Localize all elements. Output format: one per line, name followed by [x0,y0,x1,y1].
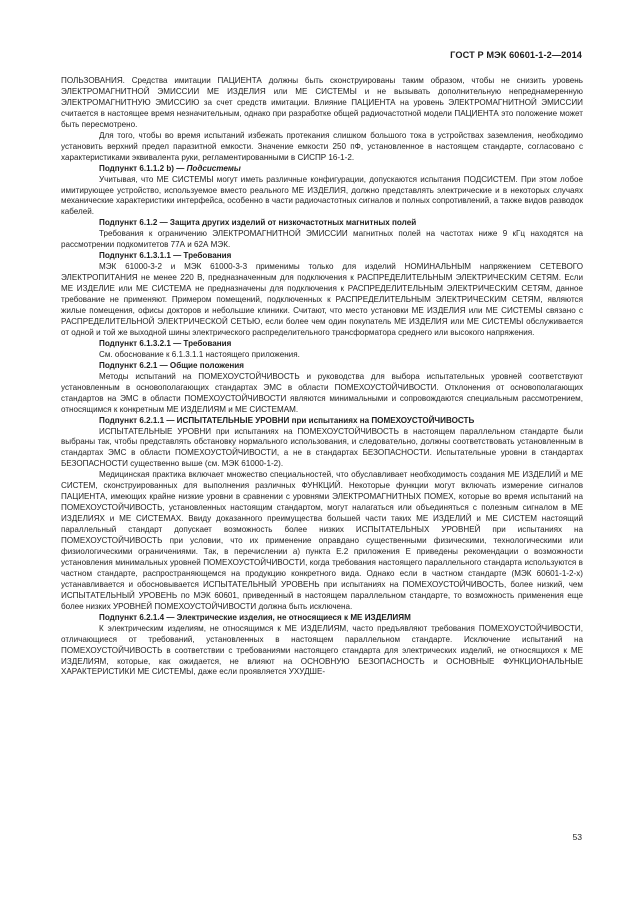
paragraph: ПОЛЬЗОВАНИЯ. Средства имитации ПАЦИЕНТА должны быть сконструированы таким образом, чтобы не снизить уровень ЭЛЕКТРОМАГНИТНОЙ ЭМИССИИ МЕ ИЗДЕЛИЯ или МЕ СИСТЕМЫ и не вызывать дополнительную непреднамеренную ЭЛЕКТРОМАГНИТНУЮ ЭМИССИЮ за счет средств имитации. Влияние ПАЦИЕНТА на уровень ЭЛЕКТРОМАГНИТНОЙ ЭМИССИИ считается в настоящее время незначительным, однако при разработке общей радиочастотной модели ПАЦИЕНТА это положение может быть пересмотрено. [61,76,583,129]
standard-code-header: ГОСТ Р МЭК 60601-1-2—2014 [450,50,582,60]
paragraph: Методы испытаний на ПОМЕХОУСТОЙЧИВОСТЬ и руководства для выбора испытательных уровней соответствуют установленным в основополагающих стандартах ЭМС в области ПОМЕХОУСТОЙЧИВОСТИ. Отклонения от основополагающих стандартов на ЭМС в области ПОМЕХОУСТОЙЧИВОСТИ являются минимальными и сопровождаются специальным рассмотрением, относящимся к конкретным МЕ ИЗДЕЛИЯМ и МЕ СИСТЕМАМ. [61,371,583,414]
paragraph: Для того, чтобы во время испытаний избежать протекания слишком большого тока в устройствах заземления, необходимо установить верхний предел паразитной емкости. Значение емкости 250 пФ, установленное в настоящем стандарте, согласовано с характеристиками эквивалента руки, регламентированными в СИСПР 16-1-2. [61,130,583,162]
subclause-heading: Подпункт 6.2.1.4 — Электрические изделия, не относящиеся к МЕ ИЗДЕЛИЯМ [99,612,411,622]
page-number: 53 [572,832,582,842]
paragraph: См. обоснование к 6.1.3.1.1 настоящего приложения. [99,349,300,359]
subclause-heading: Подпункт 6.1.3.1.1 — Требования [99,251,232,261]
paragraph: МЭК 61000-3-2 и МЭК 61000-3-3 применимы только для изделий НОМИНАЛЬНЫМ напряжением СЕТЕВОГО ЭЛЕКТРОПИТАНИЯ не менее 220 В, предназначенным для подключения к РАСПРЕДЕЛИТЕЛЬНЫМ ЭЛЕКТРИЧЕСКИМ СЕТЯМ. Если МЕ ИЗДЕЛИЕ или МЕ СИСТЕМА не предназначены для подключения к РАСПРЕДЕЛИТЕЛЬНЫМ ЭЛЕКТРИЧЕСКИМ СЕТЯМ, данное требование не применяют. Примером помещений, подключенных к РАСПРЕДЕЛИТЕЛЬНЫМ ЭЛЕКТРИЧЕСКИМ СЕТЯМ, являются жилые помещения, офисы докторов и небольшие клиники. Считают, что место установки МЕ ИЗДЕЛИЯ или МЕ СИСТЕМЫ связано с РАСПРЕДЕЛИТЕЛЬНОЙ ЭЛЕКТРИЧЕСКОЙ СЕТЬЮ, если более чем один покупатель МЕ ИЗДЕЛИЯ или МЕ СИСТЕМЫ обслуживается от одной и той же выходной шины электрического распределительного трансформатора среднего или высокого напряжения. [61,262,583,337]
paragraph: Учитывая, что МЕ СИСТЕМЫ могут иметь различные конфигурации, допускаются испытания ПОДСИСТЕМ. При этом лобое имитирующее устройство, используемое вместо реального МЕ ИЗДЕЛИЯ, должно представлять электрические и в некоторых случаях механические характеристики интерфейса, особенно в части радиочастотных сигналов и полных сопротивлений, а также видов разводок кабелей. [61,174,583,217]
subclause-heading: Подпункт 6.2.1 — Общие положения [99,360,244,370]
subclause-heading: Подпункт 6.1.2 — Защита других изделий от низкочастотных магнитных полей [99,218,417,228]
subclause-heading: Подпункт 6.1.3.2.1 — Требования [99,338,232,348]
subclause-heading: Подпункт 6.2.1.1 — ИСПЫТАТЕЛЬНЫЕ УРОВНИ при испытаниях на ПОМЕХОУСТОЙЧИВОСТЬ [99,415,475,425]
paragraph: К электрическим изделиям, не относящимся к МЕ ИЗДЕЛИЯМ, часто предъявляют требования ПОМЕХОУСТОЙЧИВОСТИ, отличающиеся от требований, установленных в настоящем параллельном стандарте. Исключение испытаний на ПОМЕХОУСТОЙЧИВОСТЬ в соответствии с требованиями настоящего стандарта для электрических изделий, не относящихся к МЕ ИЗДЕЛИЯМ, которые, как ожидается, не влияют на ОСНОВНУЮ БЕЗОПАСНОСТЬ и ОСНОВНЫЕ ФУНКЦИОНАЛЬНЫЕ ХАРАКТЕРИСТИКИ МЕ СИСТЕМЫ, даже если проявляется УХУДШЕ- [61,623,583,677]
paragraph: Медицинская практика включает множество специальностей, что обуславливает необходимость создания МЕ ИЗДЕЛИЙ и МЕ СИСТЕМ, сконструированных для выполнения различных ФУНКЦИЙ. Некоторые функции могут включать измерение сигналов ПАЦИЕНТА, имеющих крайне низкие уровни в сравнении с уровнями ЭЛЕКТРОМАГНИТНЫХ ПОМЕХ, которые во время испытаний на ПОМЕХОУСТОЙЧИВОСТЬ, установленных настоящим стандартом, могут налагаться или объединяться с полезным сигналом в МЕ ИЗДЕЛИЯХ и МЕ СИСТЕМАХ. Ввиду доказанного преимущества большей части таких МЕ ИЗДЕЛИЙ и МЕ СИСТЕМ настоящий параллельный стандарт допускает возможность более низких ИСПЫТАТЕЛЬНЫХ УРОВНЕЙ при испытаниях на ПОМЕХОУСТОЙЧИВОСТЬ при условии, что их применение оправдано существенными физическими, технологическими или физиологическими ограничениями. Так, в перечислении а) пункта Е.2 приложения Е приведены рекомендации о возможности установления минимальных уровней ПОМЕХОУСТОЙЧИВОСТИ, когда требования настоящего параллельного стандарта используются в частном стандарте, распространяющемся на продукцию конкретного вида. Однако если в частном стандарте (МЭК 60601-1-2-х) устанавливается и обосновывается ИСПЫТАТЕЛЬНЫЙ УРОВЕНЬ при испытаниях на ПОМЕХОУСТОЙЧИВОСТЬ, более низкий, чем ИСПЫТАТЕЛЬНЫЙ УРОВЕНЬ по МЭК 60601, приведенный в настоящем параллельном стандарте, то возможность применения еще более низких УРОВНЕЙ ПОМЕХОУСТОЙЧИВОСТИ должна быть исключена. [61,470,583,611]
subclause-heading: Подпункт 6.1.1.2 b) — Подсистемы [99,163,241,173]
paragraph: ИСПЫТАТЕЛЬНЫЕ УРОВНИ при испытаниях на ПОМЕХОУСТОЙЧИВОСТЬ в настоящем параллельном стандарте были выбраны так, чтобы представлять обстановку нормального использования, и следовательно, должны соответствовать установленным в стандартах ЭМС в области ПОМЕХОУСТОЙЧИВОСТИ, а не в стандартах БЕЗОПАСНОСТИ. Испытательные уровни в стандартах БЕЗОПАСНОСТИ существенно выше (см. МЭК 61000-1-2). [61,426,583,469]
paragraph: Требования к ограничению ЭЛЕКТРОМАГНИТНОЙ ЭМИССИИ магнитных полей на частотах ниже 9 кГц находятся на рассмотрении подкомитетов 77А и 62А МЭК. [61,229,583,250]
subclause-subtitle: — Подсистемы [173,163,241,173]
body-text [61,76,583,678]
